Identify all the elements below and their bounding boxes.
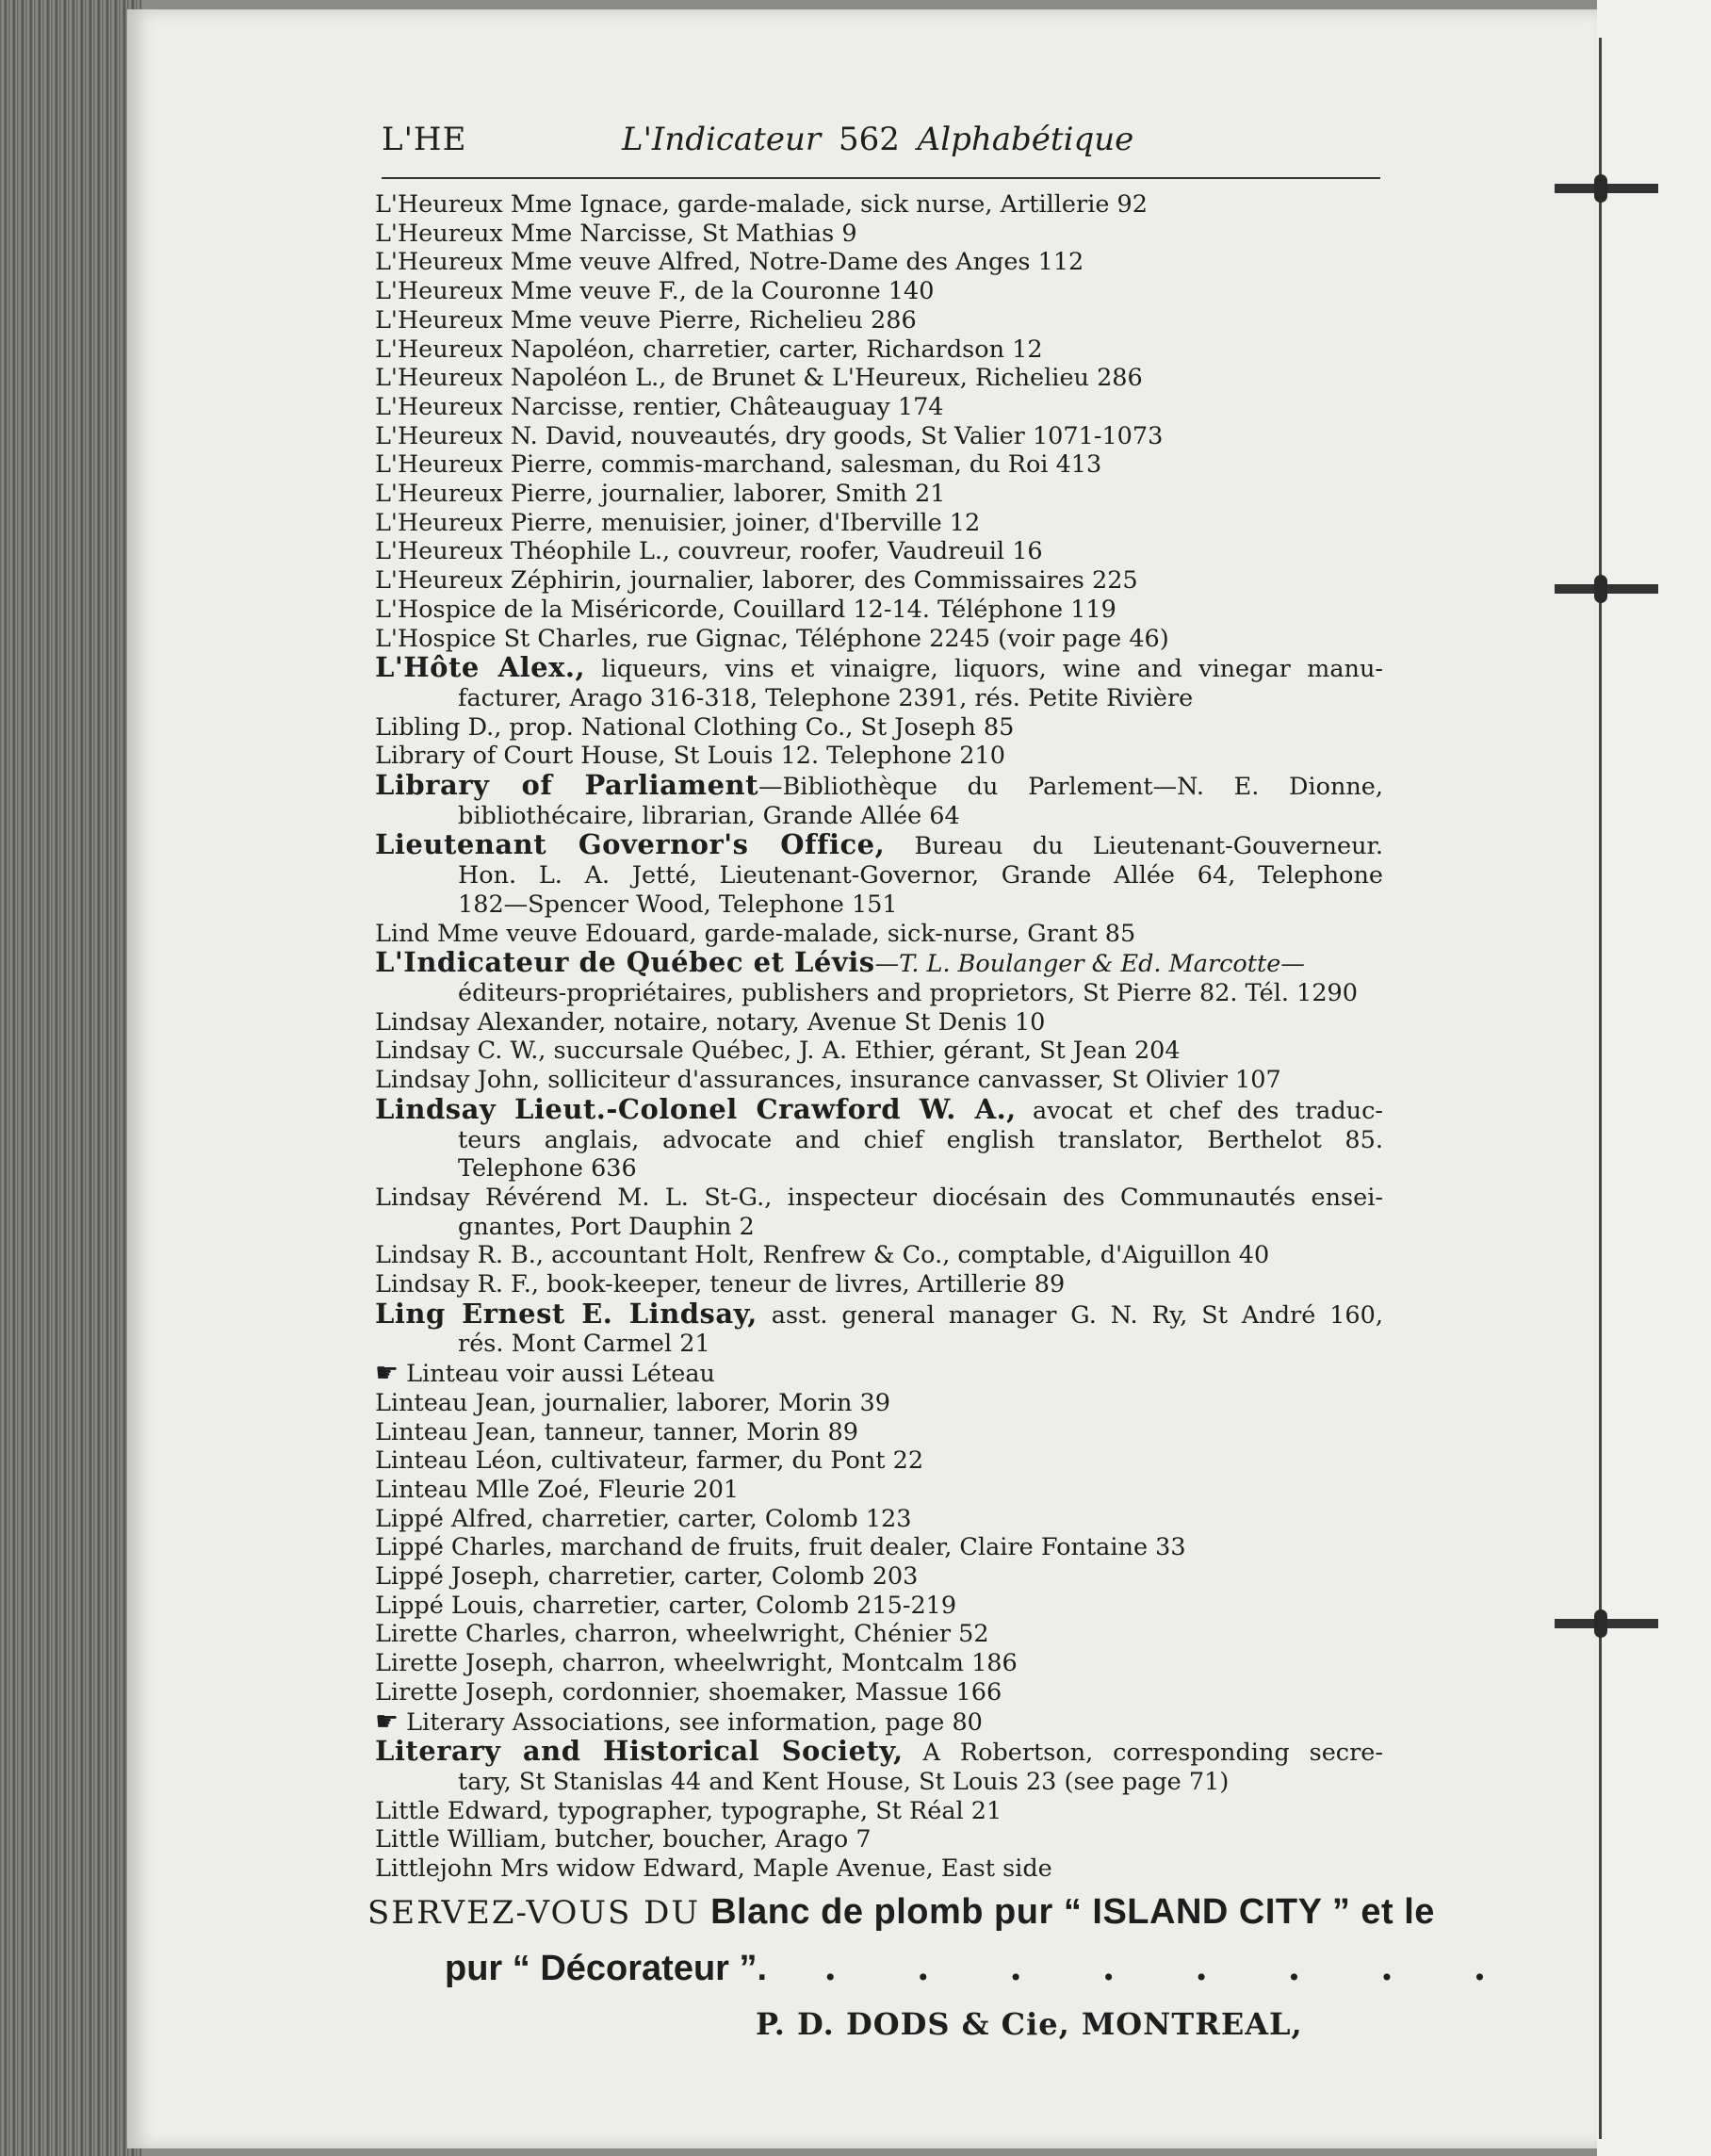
directory-entry: Linteau Mlle Zoé, Fleurie 201 bbox=[375, 1475, 740, 1504]
directory-entry: L'Heureux Mme veuve F., de la Couronne 140 bbox=[375, 277, 935, 306]
directory-entry: Lirette Joseph, cordonnier, shoemaker, Massue 166 bbox=[375, 1677, 1002, 1707]
facing-page-margin bbox=[1597, 0, 1711, 2156]
entry-text: Literary Associations, see information, page 80 bbox=[406, 1707, 983, 1737]
running-title bbox=[622, 121, 1133, 158]
directory-entry: Lindsay Révérend M. L. St-G., inspecteur diocésain des Communautés ensei- bbox=[375, 1183, 1383, 1212]
ad-leader-dots: . . . . . . . . bbox=[823, 1946, 1521, 1988]
directory-entry: L'Heureux Pierre, commis-marchand, salesman, du Roi 413 bbox=[375, 450, 1102, 480]
bold-name: Library of Parliament bbox=[375, 771, 759, 802]
directory-entry: L'Heureux Mme veuve Alfred, Notre-Dame des Anges 112 bbox=[375, 248, 1084, 277]
directory-entry-continuation: teurs anglais, advocate and chief english translator, Berthelot 85. bbox=[458, 1125, 1383, 1154]
entry-text: liqueurs, vins et vinaigre, liquors, wine and vinegar manu- bbox=[601, 655, 1383, 684]
directory-entries bbox=[375, 190, 1383, 1884]
directory-entry-bold bbox=[375, 1737, 1383, 1768]
directory-entry: Lindsay C. W., succursale Québec, J. A. Ethier, gérant, St Jean 204 bbox=[375, 1037, 1181, 1066]
directory-entry-continuation: éditeurs-propriétaires, publishers and proprietors, St Pierre 82. Tél. 1290 bbox=[458, 978, 1359, 1007]
directory-entry: Lindsay Alexander, notaire, notary, Avenue St Denis 10 bbox=[375, 1007, 1046, 1037]
entry-text: —Bibliothèque du Parlement—N. E. Dionne, bbox=[758, 773, 1383, 802]
bold-name: L'Hôte Alex., bbox=[375, 653, 586, 684]
title-part-b: Alphabétique bbox=[917, 121, 1134, 158]
directory-entry: Lindsay R. F., book-keeper, teneur de livres, Artillerie 89 bbox=[375, 1270, 1066, 1299]
page-header bbox=[382, 121, 1380, 179]
directory-entry: L'Heureux Narcisse, rentier, Châteauguay 174 bbox=[375, 392, 944, 421]
pointing-hand-icon: ☛ bbox=[375, 1707, 399, 1737]
entry-text: asst. general manager G. N. Ry, St André 160, bbox=[771, 1300, 1383, 1330]
directory-entry: L'Heureux Napoléon, charretier, carter, Richardson 12 bbox=[375, 335, 1043, 364]
page-number: 562 bbox=[838, 121, 900, 158]
ad-product-2: pur “ Décorateur ”. bbox=[445, 1949, 768, 1988]
directory-entry: Lindsay R. B., accountant Holt, Renfrew & Co., comptable, d'Aiguillon 40 bbox=[375, 1241, 1270, 1270]
book-page-edges bbox=[0, 0, 141, 2156]
directory-entry: L'Heureux Napoléon L., de Brunet & L'Heureux, Richelieu 286 bbox=[375, 364, 1143, 393]
directory-entry: L'Hospice de la Miséricorde, Couillard 12-14. Téléphone 119 bbox=[375, 595, 1116, 624]
binding-thread-mark bbox=[1555, 1619, 1658, 1628]
ad-line-2 bbox=[367, 1946, 1521, 1989]
bold-name: Lindsay Lieut.-Colonel Crawford W. A., bbox=[375, 1094, 1017, 1125]
directory-entry: L'Heureux Mme Narcisse, St Mathias 9 bbox=[375, 219, 857, 248]
bold-name: Ling Ernest E. Lindsay, bbox=[375, 1298, 758, 1330]
directory-entry-bold bbox=[375, 653, 1383, 684]
ad-product: Blanc de plomb pur “ ISLAND CITY ” et le bbox=[710, 1892, 1435, 1932]
directory-entry: Library of Court House, St Louis 12. Telephone 210 bbox=[375, 742, 1005, 771]
directory-entry-bold bbox=[375, 1299, 1383, 1331]
directory-entry: L'Heureux Pierre, journalier, laborer, Smith 21 bbox=[375, 480, 946, 509]
pointing-hand-icon: ☛ bbox=[375, 1359, 399, 1389]
directory-entry: Linteau Jean, tanneur, tanner, Morin 89 bbox=[375, 1417, 858, 1446]
binding-thread-mark bbox=[1555, 584, 1658, 594]
directory-entry-continuation: facturer, Arago 316-318, Telephone 2391, rés. Petite Rivière bbox=[458, 683, 1194, 712]
entry-text: Linteau voir aussi Léteau bbox=[406, 1360, 715, 1389]
ad-intro: SERVEZ-VOUS DU bbox=[367, 1894, 701, 1932]
directory-entry-continuation: Hon. L. A. Jetté, Lieutenant-Governor, Grande Allée 64, Telephone bbox=[458, 861, 1383, 890]
entry-text: avocat et chef des traduc- bbox=[1033, 1096, 1383, 1125]
directory-entry: Linteau Jean, journalier, laborer, Morin 39 bbox=[375, 1388, 890, 1417]
entry-text: A Robertson, corresponding secre- bbox=[922, 1739, 1383, 1768]
directory-entry: L'Heureux Mme veuve Pierre, Richelieu 286 bbox=[375, 305, 917, 335]
running-head-letters: L'HE bbox=[382, 121, 467, 158]
directory-entry: Linteau Léon, cultivateur, farmer, du Pont 22 bbox=[375, 1446, 924, 1476]
bold-name: Literary and Historical Society, bbox=[375, 1737, 904, 1768]
directory-entry: L'Heureux Théophile L., couvreur, roofer, Vaudreuil 16 bbox=[375, 537, 1043, 566]
directory-entry: Libling D., prop. National Clothing Co., St Joseph 85 bbox=[375, 712, 1015, 742]
directory-entry-continuation: gnantes, Port Dauphin 2 bbox=[458, 1212, 755, 1241]
directory-entry-bold bbox=[375, 948, 1383, 979]
ad-advertiser: P. D. DODS & Cie, MONTREAL, bbox=[756, 2006, 1303, 2042]
advertisement bbox=[367, 1892, 1521, 2042]
directory-entry: Lirette Charles, charron, wheelwright, Chénier 52 bbox=[375, 1620, 989, 1649]
directory-entry: Littlejohn Mrs widow Edward, Maple Avenue, East side bbox=[375, 1854, 1052, 1884]
binding-thread-mark bbox=[1555, 184, 1658, 193]
directory-entry-continuation: bibliothécaire, librarian, Grande Allée 64 bbox=[458, 801, 960, 830]
directory-entry: Lippé Louis, charretier, carter, Colomb 215-219 bbox=[375, 1591, 957, 1620]
cross-reference-entry bbox=[375, 1707, 1383, 1738]
directory-entry: Lippé Alfred, charretier, carter, Colomb 123 bbox=[375, 1504, 912, 1533]
directory-entry: L'Hospice St Charles, rue Gignac, Téléphone 2245 (voir page 46) bbox=[375, 624, 1169, 653]
directory-entry: Lippé Charles, marchand de fruits, fruit dealer, Claire Fontaine 33 bbox=[375, 1533, 1186, 1562]
directory-entry: Little Edward, typographer, typographe, St Réal 21 bbox=[375, 1796, 1002, 1825]
publishers-names: —T. L. Boulanger & Ed. Marcotte— bbox=[874, 950, 1305, 979]
directory-entry: Lirette Joseph, charron, wheelwright, Montcalm 186 bbox=[375, 1649, 1018, 1678]
directory-entry: Lindsay John, solliciteur d'assurances, insurance canvasser, St Olivier 107 bbox=[375, 1066, 1281, 1095]
bold-name: L'Indicateur de Québec et Lévis bbox=[375, 948, 875, 979]
directory-entry-bold bbox=[375, 830, 1383, 861]
directory-entry: L'Heureux Zéphirin, journalier, laborer, des Commissaires 225 bbox=[375, 566, 1138, 596]
directory-entry-continuation: tary, St Stanislas 44 and Kent House, St Louis 23 (see page 71) bbox=[458, 1767, 1230, 1796]
directory-entry-continuation: Telephone 636 bbox=[458, 1154, 637, 1184]
page-fold-line bbox=[1599, 38, 1602, 2139]
cross-reference-entry bbox=[375, 1359, 1383, 1389]
directory-entry: L'Heureux N. David, nouveautés, dry goods, St Valier 1071-1073 bbox=[375, 421, 1164, 450]
entry-text: Bureau du Lieutenant-Gouverneur. bbox=[914, 832, 1383, 861]
ad-line-1 bbox=[367, 1892, 1435, 1933]
bold-name: Lieutenant Governor's Office, bbox=[375, 830, 886, 861]
directory-entry-bold bbox=[375, 1095, 1383, 1126]
directory-entry: L'Heureux Pierre, menuisier, joiner, d'Iberville 12 bbox=[375, 508, 981, 537]
directory-entry: Lippé Joseph, charretier, carter, Colomb 203 bbox=[375, 1562, 919, 1592]
directory-entry-continuation: 182—Spencer Wood, Telephone 151 bbox=[458, 890, 898, 919]
title-part-a: L'Indicateur bbox=[622, 121, 822, 158]
directory-entry-continuation: rés. Mont Carmel 21 bbox=[458, 1330, 710, 1359]
directory-entry: Little William, butcher, boucher, Arago 7 bbox=[375, 1825, 872, 1854]
directory-entry: Lind Mme veuve Edouard, garde-malade, sick-nurse, Grant 85 bbox=[375, 919, 1136, 948]
directory-entry: L'Heureux Mme Ignace, garde-malade, sick nurse, Artillerie 92 bbox=[375, 190, 1148, 219]
directory-entry-bold bbox=[375, 771, 1383, 802]
